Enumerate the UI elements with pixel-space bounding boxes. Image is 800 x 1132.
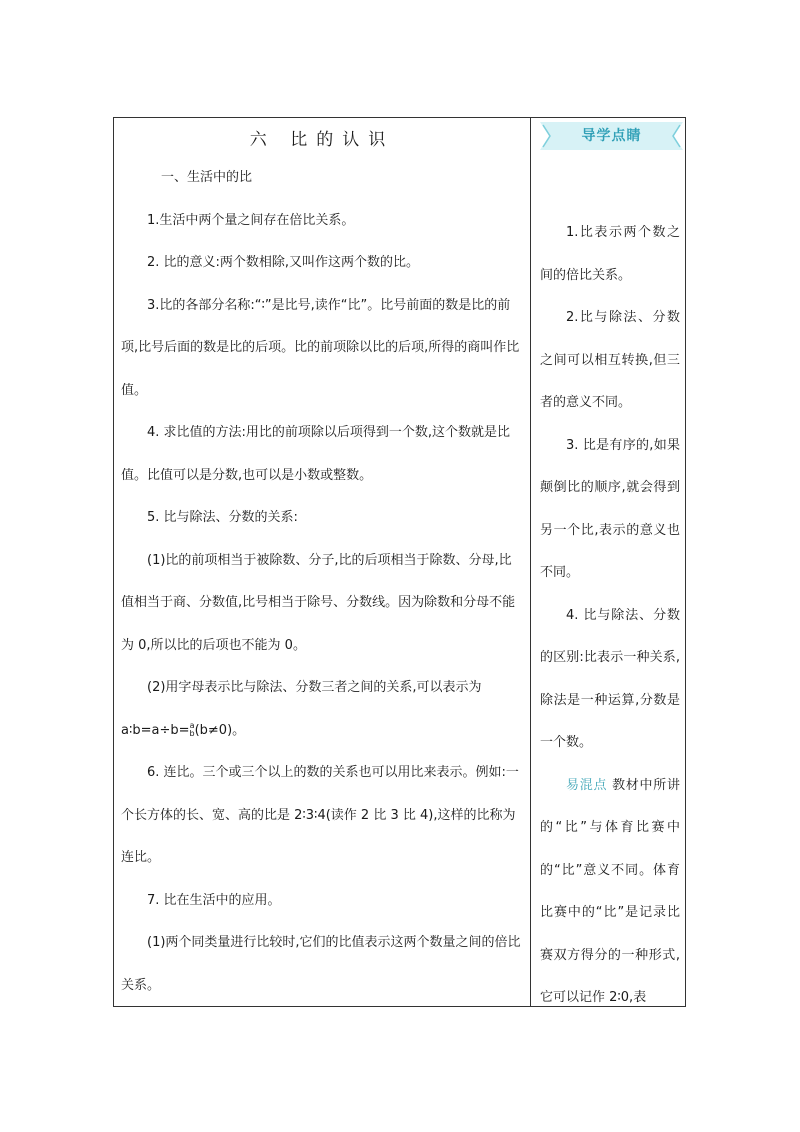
- sidebar-notes: [540, 212, 680, 1020]
- chapter-title: 六 比的认识: [249, 130, 395, 150]
- confusion-label: 易混点: [566, 777, 608, 793]
- paragraph-7: 7. 比在生活中的应用。: [147, 892, 281, 908]
- paragraph-7-1: (1)两个同类量进行比较时,它们的比值表示这两个数量之间的倍比关系。: [121, 935, 521, 993]
- fraction-denominator: b: [189, 729, 195, 738]
- badge-label: 导学点睛: [581, 128, 642, 144]
- confusion-note: [540, 765, 680, 1020]
- paragraph-4: 4. 求比值的方法:用比的前项除以后项得到一个数,这个数就是比值。比值可以是分数,也可以是小数或整数。: [121, 425, 511, 483]
- formula-suffix: (b≠0)。: [194, 722, 246, 738]
- paragraph-6: 6. 连比。三个或三个以上的数的关系也可以用比来表示。例如:一个长方体的长、宽、高的比是 2∶3∶4(读作 2 比 3 比 4),这样的比称为连比。: [121, 765, 519, 865]
- note-3: 3. 比是有序的,如果颠倒比的顺序,就会得到另一个比,表示的意义也不同。: [540, 437, 680, 580]
- formula-line: [121, 710, 523, 753]
- fraction-numerator: a: [189, 721, 195, 730]
- section-heading: 一、生活中的比: [161, 170, 253, 185]
- paragraph-1: 1.生活中两个量之间存在倍比关系。: [147, 212, 355, 228]
- confusion-text: 教材中所讲的“比”与体育比赛中的“比”意义不同。体育比赛中的“比”是记录比赛双方得分的一种形式,它可以记作 2∶0,表: [540, 777, 680, 1005]
- note-4: 4. 比与除法、分数的区别:比表示一种关系,除法是一种运算,分数是一个数。: [540, 607, 680, 750]
- note-2: 2.比与除法、分数之间可以相互转换,但三者的意义不同。: [540, 310, 680, 410]
- note-1: 1.比表示两个数之间的倍比关系。: [540, 225, 680, 283]
- paragraph-5-1: (1)比的前项相当于被除数、分子,比的后项相当于除数、分母,比值相当于商、分数值,比号相当于除号、分数线。因为除数和分母不能为 0,所以比的后项也不能为 0。: [121, 552, 516, 653]
- column-divider: [530, 117, 531, 1007]
- guide-badge: [540, 122, 683, 150]
- paragraph-2: 2. 比的意义:两个数相除,又叫作这两个数的比。: [147, 255, 420, 270]
- formula-prefix: a∶b=a÷b=: [121, 722, 190, 738]
- main-column: [121, 117, 523, 1007]
- paragraph-5: 5. 比与除法、分数的关系:: [147, 510, 298, 525]
- paragraph-5-2: (2)用字母表示比与除法、分数三者之间的关系,可以表示为: [147, 680, 482, 695]
- paragraph-3: 3.比的各部分名称:“∶”是比号,读作“比”。比号前面的数是比的前项,比号后面的数是比的后项。比的前项除以比的后项,所得的商叫作比值。: [121, 297, 520, 398]
